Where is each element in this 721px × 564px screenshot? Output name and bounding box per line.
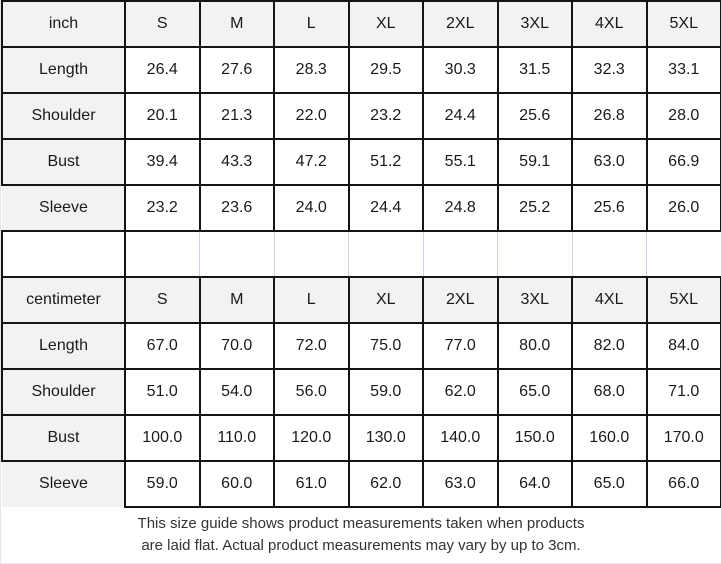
measurement-cell: 59.0 bbox=[125, 461, 200, 507]
measurement-cell: 150.0 bbox=[498, 415, 573, 461]
measurement-cell: 110.0 bbox=[200, 415, 275, 461]
spacer-cell bbox=[498, 231, 573, 277]
size-header-cell: XL bbox=[349, 1, 424, 47]
row-label-cell: Shoulder bbox=[2, 93, 125, 139]
size-header-cell: 4XL bbox=[572, 1, 647, 47]
measurement-cell: 160.0 bbox=[572, 415, 647, 461]
measurement-cell: 72.0 bbox=[274, 323, 349, 369]
spacer-cell bbox=[647, 231, 721, 277]
measurement-cell: 23.2 bbox=[125, 185, 200, 231]
measurement-cell: 25.6 bbox=[572, 185, 647, 231]
measurement-cell: 47.2 bbox=[274, 139, 349, 185]
measurement-cell: 84.0 bbox=[647, 323, 721, 369]
spacer-cell bbox=[572, 231, 647, 277]
size-header-cell: 4XL bbox=[572, 277, 647, 323]
measurement-cell: 27.6 bbox=[200, 47, 275, 93]
measurement-cell: 29.5 bbox=[349, 47, 424, 93]
measurement-cell: 21.3 bbox=[200, 93, 275, 139]
measurement-cell: 26.4 bbox=[125, 47, 200, 93]
size-chart-table bbox=[1, 0, 721, 508]
size-header-cell: S bbox=[125, 1, 200, 47]
measurement-cell: 24.8 bbox=[423, 185, 498, 231]
measurement-row bbox=[2, 47, 721, 93]
measurement-cell: 63.0 bbox=[572, 139, 647, 185]
measurement-cell: 51.2 bbox=[349, 139, 424, 185]
size-header-cell: 3XL bbox=[498, 277, 573, 323]
unit-header-cell: inch bbox=[2, 1, 125, 47]
spacer-cell bbox=[200, 231, 275, 277]
measurement-cell: 68.0 bbox=[572, 369, 647, 415]
measurement-cell: 26.0 bbox=[647, 185, 721, 231]
measurement-cell: 120.0 bbox=[274, 415, 349, 461]
spacer-cell bbox=[349, 231, 424, 277]
size-header-cell: L bbox=[274, 277, 349, 323]
measurement-cell: 130.0 bbox=[349, 415, 424, 461]
size-header-cell: 5XL bbox=[647, 1, 721, 47]
measurement-row bbox=[2, 185, 721, 231]
measurement-cell: 59.0 bbox=[349, 369, 424, 415]
size-header-cell: M bbox=[200, 277, 275, 323]
measurement-cell: 32.3 bbox=[572, 47, 647, 93]
measurement-cell: 66.9 bbox=[647, 139, 721, 185]
measurement-row bbox=[2, 415, 721, 461]
measurement-cell: 54.0 bbox=[200, 369, 275, 415]
size-header-cell: 2XL bbox=[423, 277, 498, 323]
row-label-cell: Sleeve bbox=[2, 185, 125, 231]
measurement-cell: 25.2 bbox=[498, 185, 573, 231]
measurement-cell: 65.0 bbox=[572, 461, 647, 507]
row-label-cell: Shoulder bbox=[2, 369, 125, 415]
size-header-cell: 5XL bbox=[647, 277, 721, 323]
measurement-cell: 70.0 bbox=[200, 323, 275, 369]
spacer-cell bbox=[423, 231, 498, 277]
measurement-cell: 31.5 bbox=[498, 47, 573, 93]
measurement-row bbox=[2, 461, 721, 507]
measurement-cell: 24.4 bbox=[423, 93, 498, 139]
size-header-cell: 2XL bbox=[423, 1, 498, 47]
measurement-cell: 64.0 bbox=[498, 461, 573, 507]
size-header-cell: L bbox=[274, 1, 349, 47]
size-header-row bbox=[2, 277, 721, 323]
measurement-cell: 51.0 bbox=[125, 369, 200, 415]
measurement-cell: 67.0 bbox=[125, 323, 200, 369]
measurement-cell: 33.1 bbox=[647, 47, 721, 93]
spacer-cell bbox=[125, 231, 200, 277]
unit-header-cell: centimeter bbox=[2, 277, 125, 323]
measurement-cell: 80.0 bbox=[498, 323, 573, 369]
size-header-row bbox=[2, 1, 721, 47]
measurement-cell: 62.0 bbox=[349, 461, 424, 507]
measurement-row bbox=[2, 323, 721, 369]
size-header-cell: 3XL bbox=[498, 1, 573, 47]
measurement-cell: 30.3 bbox=[423, 47, 498, 93]
size-header-cell: M bbox=[200, 1, 275, 47]
measurement-cell: 39.4 bbox=[125, 139, 200, 185]
measurement-cell: 25.6 bbox=[498, 93, 573, 139]
measurement-cell: 24.0 bbox=[274, 185, 349, 231]
measurement-cell: 24.4 bbox=[349, 185, 424, 231]
measurement-row bbox=[2, 93, 721, 139]
size-header-cell: S bbox=[125, 277, 200, 323]
note-line-1: This size guide shows product measurements taken when products bbox=[137, 515, 585, 532]
row-label-cell: Length bbox=[2, 47, 125, 93]
measurement-cell: 140.0 bbox=[423, 415, 498, 461]
measurement-cell: 63.0 bbox=[423, 461, 498, 507]
row-label-cell: Sleeve bbox=[2, 461, 125, 507]
measurement-cell: 60.0 bbox=[200, 461, 275, 507]
measurement-cell: 55.1 bbox=[423, 139, 498, 185]
measurement-cell: 28.3 bbox=[274, 47, 349, 93]
spacer-cell bbox=[2, 231, 125, 277]
measurement-cell: 43.3 bbox=[200, 139, 275, 185]
measurement-cell: 28.0 bbox=[647, 93, 721, 139]
measurement-cell: 23.6 bbox=[200, 185, 275, 231]
spacer-cell bbox=[274, 231, 349, 277]
measurement-cell: 100.0 bbox=[125, 415, 200, 461]
measurement-cell: 62.0 bbox=[423, 369, 498, 415]
measurement-cell: 56.0 bbox=[274, 369, 349, 415]
row-label-cell: Bust bbox=[2, 415, 125, 461]
measurement-cell: 65.0 bbox=[498, 369, 573, 415]
measurement-cell: 59.1 bbox=[498, 139, 573, 185]
size-header-cell: XL bbox=[349, 277, 424, 323]
measurement-cell: 75.0 bbox=[349, 323, 424, 369]
row-label-cell: Bust bbox=[2, 139, 125, 185]
measurement-cell: 23.2 bbox=[349, 93, 424, 139]
row-label-cell: Length bbox=[2, 323, 125, 369]
note-line-2: are laid flat. Actual product measurements may vary by up to 3cm. bbox=[141, 537, 581, 554]
measurement-cell: 20.1 bbox=[125, 93, 200, 139]
measurement-cell: 77.0 bbox=[423, 323, 498, 369]
measurement-cell: 22.0 bbox=[274, 93, 349, 139]
measurement-cell: 66.0 bbox=[647, 461, 721, 507]
size-guide-note bbox=[1, 508, 721, 562]
measurement-row bbox=[2, 369, 721, 415]
measurement-cell: 170.0 bbox=[647, 415, 721, 461]
measurement-row bbox=[2, 139, 721, 185]
measurement-cell: 26.8 bbox=[572, 93, 647, 139]
measurement-cell: 71.0 bbox=[647, 369, 721, 415]
measurement-cell: 61.0 bbox=[274, 461, 349, 507]
measurement-cell: 82.0 bbox=[572, 323, 647, 369]
spacer-row bbox=[2, 231, 721, 277]
